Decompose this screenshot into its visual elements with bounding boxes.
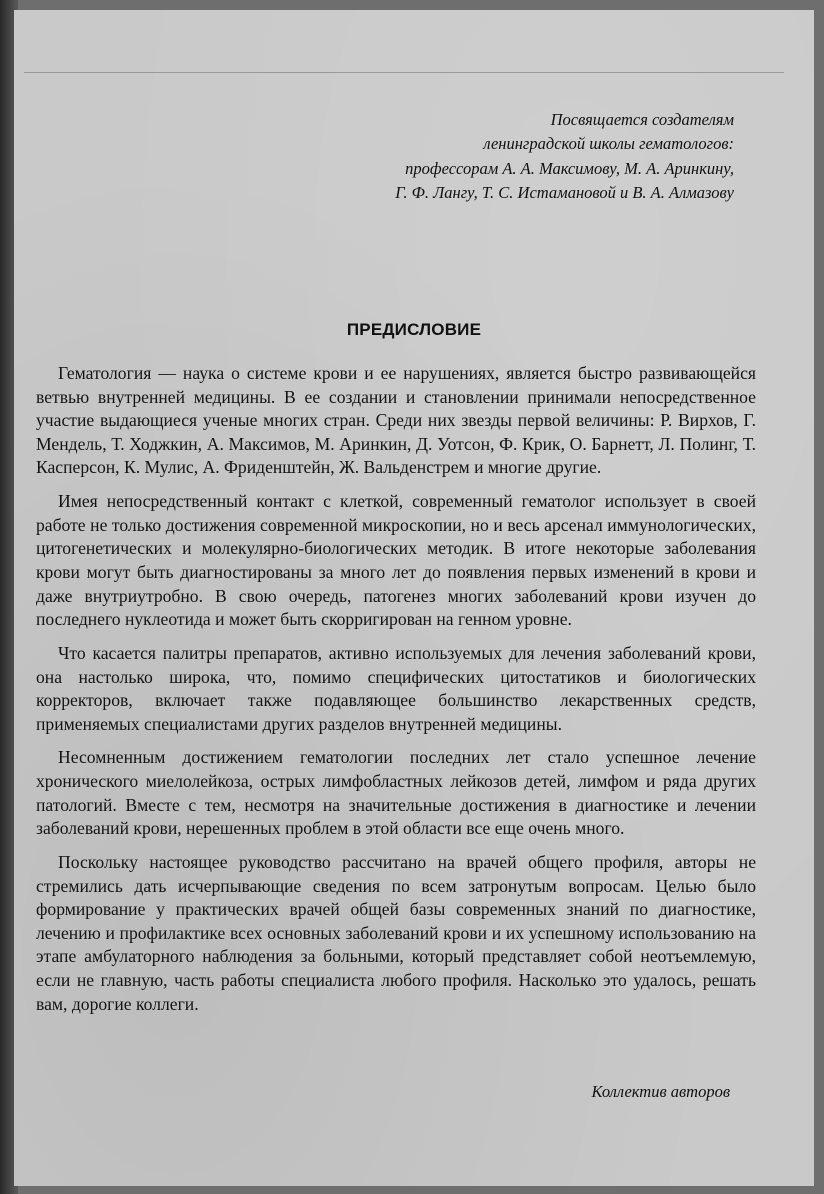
dedication-line: ленинградской школы гематологов:: [483, 134, 734, 154]
paragraph: Имея непосредственный контакт с клеткой, современный гематолог использует в своей работе не только достижения современной микроскопии, но и весь арсенал иммунологических, цитогенетических и молекулярно-биологических методик. В итоге некоторые заболевания крови могут быть диагностированы за много лет до появления первых изменений в крови и даже внутриутробно. В свою очередь, патогенез многих заболеваний крови изучен до последнего нуклеотида и может быть скорригирован на генном уровне.: [36, 491, 756, 630]
header-rule: [24, 72, 784, 73]
dedication: [114, 108, 734, 206]
dedication-line: Посвящается создателям: [550, 110, 734, 129]
preface-body: [36, 362, 756, 1026]
paragraph: Что касается палитры препаратов, активно используемых для лечения заболеваний крови, она настолько широка, что, помимо специфических цитостатиков и биологических корректоров, включает также подавляющее большинство лекарственных средств, применяемых специалистами других разделов внутренней медицины.: [36, 642, 756, 734]
dedication-line: Г. Ф. Лангу, Т. С. Истамановой и В. А. Алмазову: [395, 183, 734, 203]
paragraph: Поскольку настоящее руководство рассчитано на врачей общего профиля, авторы не стремились дать исчерпывающие сведения по всем затронутым вопросам. Целью было формирование у практических врачей общей базы современных знаний по диагностике, лечению и профилактике всех основных заболеваний крови и их успешному использованию на этапе амбулаторного наблюдения за больными, который представляет собой неотъемлемую, если не главную, часть работы специалиста любого профиля. Насколько это удалось, решать вам, дорогие коллеги.: [36, 852, 756, 1014]
book-page: [14, 10, 814, 1186]
section-heading: ПРЕДИСЛОВИЕ: [346, 320, 482, 339]
paragraph: Несомненным достижением гематологии последних лет стало успешное лечение хронического миелолейкоза, острых лимфобластных лейкозов детей, лимфом и ряда других патологий. Вместе с тем, несмотря на значительные достижения в диагностике и лечении заболеваний крови, нерешенных проблем в этой области все еще очень много.: [36, 747, 756, 839]
dedication-line: профессорам А. А. Максимову, М. А. Аринкину,: [405, 158, 734, 178]
paragraph: Гематология — наука о системе крови и ее нарушениях, является быстро развивающейся ветвью внутренней медицины. В ее создании и становлении принимали непосредственное участие выдающиеся ученые многих стран. Среди них звезды первой величины: Р. Вирхов, Г. Мендель, Т. Ходжкин, А. Максимов, М. Аринкин, Д. Уотсон, Ф. Крик, О. Барнетт, Л. Полинг, Т. Касперсон, К. Мулис, А. Фриденштейн, Ж. Вальденстрем и многие другие.: [36, 363, 756, 478]
signature: Коллектив авторов: [591, 1082, 730, 1101]
